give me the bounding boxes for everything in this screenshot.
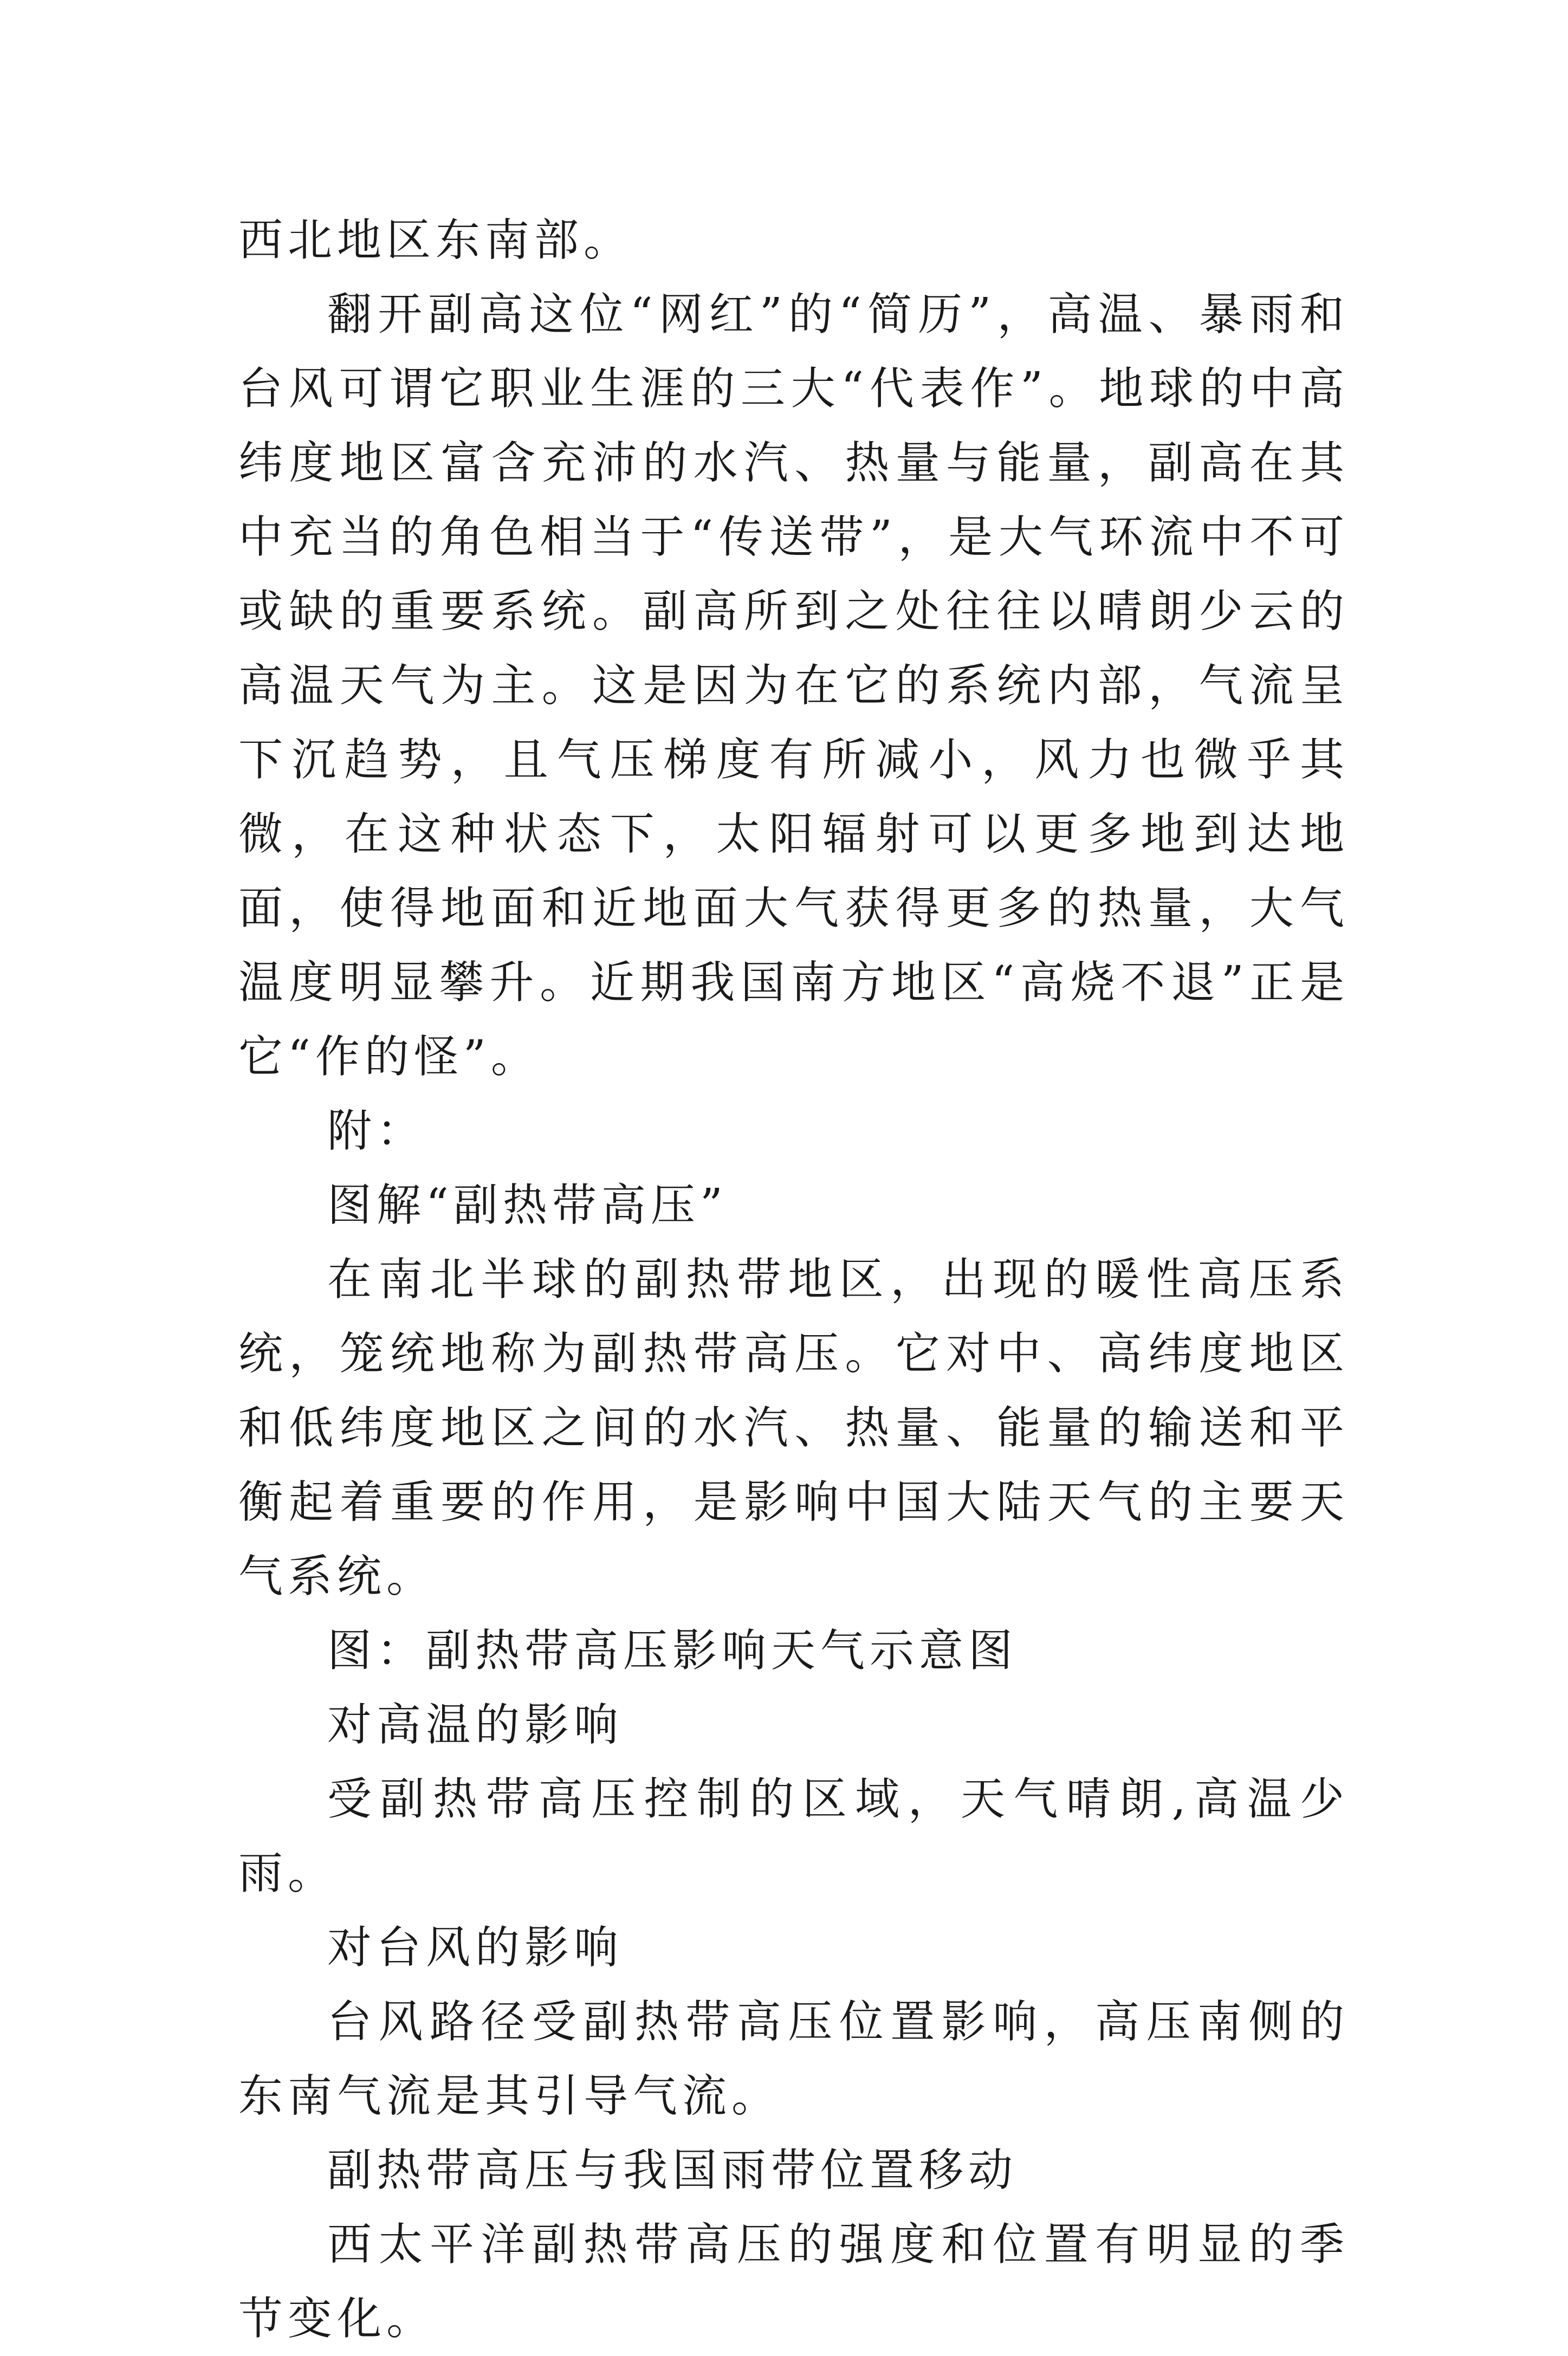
section-heading-high-temperature: 对高温的影响 bbox=[327, 1699, 624, 1751]
figure-caption: 图：副热带高压影响天气示意图 bbox=[327, 1625, 1018, 1677]
paragraph-high-temperature: 受副热带高压控制的区域，天气晴朗,高温少雨。 bbox=[238, 1774, 1349, 1899]
appendix-title: 图解“副热带高压” bbox=[327, 1180, 728, 1231]
paragraph-definition: 在南北半球的副热带地区，出现的暖性高压系统，笼统地称为副热带高压。它对中、高纬度地区和低纬度地区之间的水汽、热量、能量的输送和平衡起着重要的作用，是影响中国大陆天气的主要天气系统。 bbox=[238, 1254, 1349, 1602]
document-body bbox=[238, 203, 1349, 2356]
paragraph-subtropical-high-profile: 翻开副高这位“网红”的“简历”，高温、暴雨和台风可谓它职业生涯的三大“代表作”。地球的中高纬度地区富含充沛的水汽、热量与能量，副高在其中充当的角色相当于“传送带”，是大气环流中不可或缺的重要系统。副高所到之处往往以晴朗少云的高温天气为主。这是因为在它的系统内部，气流呈下沉趋势，且气压梯度有所减小，风力也微乎其微，在这种状态下，太阳辐射可以更多地到达地面，使得地面和近地面大气获得更多的热量，大气温度明显攀升。近期我国南方地区“高烧不退”正是它“作的怪”。 bbox=[238, 289, 1349, 1083]
appendix-label: 附： bbox=[327, 1105, 426, 1157]
section-heading-rain-belt: 副热带高压与我国雨带位置移动 bbox=[327, 2145, 1018, 2196]
paragraph-typhoon: 台风路径受副热带高压位置影响，高压南侧的东南气流是其引导气流。 bbox=[238, 1996, 1349, 2122]
paragraph-continuation: 西北地区东南部。 bbox=[238, 215, 633, 266]
section-heading-typhoon: 对台风的影响 bbox=[327, 1922, 624, 1973]
paragraph-rain-belt: 西太平洋副热带高压的强度和位置有明显的季节变化。 bbox=[238, 2219, 1349, 2345]
